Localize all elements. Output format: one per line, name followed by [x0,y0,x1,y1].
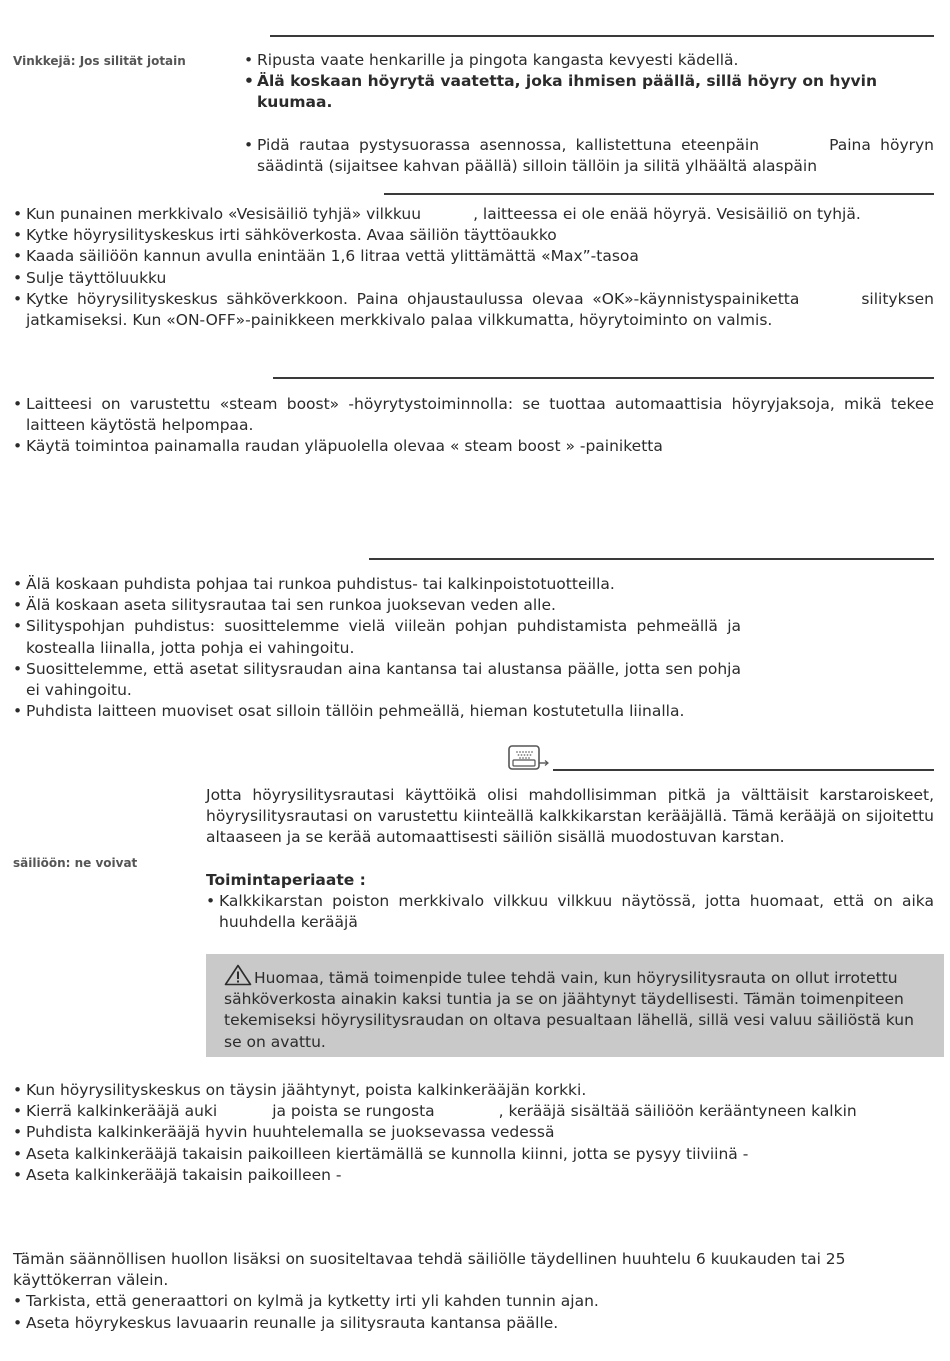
section-rule-refill [384,193,934,195]
cleaning-item-plastic: • Puhdista laitteen muoviset osat silloin tällöin pehmeällä, hieman kostutetulla liinalla. [13,701,934,722]
tips-side-label: Vinkkejä: Jos silität jotain [13,54,186,68]
collector-intro: Jotta höyrysilitysrautasi käyttöikä olisi mahdollisimman pitkä ja välttäisit karstaroiskeet, höyrysilitysrautasi on varustettu kiinteällä kalkkikarstan kerääjällä. Tämä kerääjä on sijoitettu altaaseen ja se kerää automaattisesti säiliön sisällä muodostuvan karstan. [206,786,934,847]
refill-item-close: • Sulje täyttöluukku [13,268,934,289]
warning-note-box [206,954,944,1057]
tips-item-hanger: • Ripusta vaate henkarille ja pingota kangasta kevyesti kädellä. [244,50,934,71]
refill-item-plug-in: • Kytke höyrysilityskeskus sähköverkkoon. Paina ohjaustaulussa olevaa «OK»-käynnistyspainiketta silityksen jatkamiseksi. Kun «ON-OFF»-painikkeen merkkivalo palaa vilkkumatta, höyrytoiminto on valmis. [13,289,934,331]
boost-item-usage: • Käytä toimintoa painamalla raudan yläpuolella olevaa « steam boost » -painiketta [13,436,934,457]
collector-principle-item: • Kalkkikarstan poiston merkkivalo vilkkuu vilkkuu näytössä, jotta huomaat, että on aika huuhdella kerääjä [206,891,934,933]
collector-side-label: säiliöön: ne voivat [13,856,138,870]
boost-item-description: • Laitteesi on varustettu «steam boost» -höyrytystoiminnolla: se tuottaa automaattisia höyryjaksoja, mikä tekee laitteen käytöstä helpompaa. [13,394,934,436]
refill-item-pour: • Kaada säiliöön kannun avulla enintään 1,6 litraa vettä ylittämättä «Max”-tasoa [13,246,934,267]
tips-item-warning: • Älä koskaan höyrytä vaatetta, joka ihmisen päällä, sillä höyry on hyvin kuumaa. [244,71,934,113]
section-rule-collector [553,769,934,771]
refill-list [13,204,934,331]
collector-step-unscrew: • Kierrä kalkinkerääjä auki ja poista se rungosta , kerääjä sisältää säiliöön kerääntyneen kalkin [13,1101,934,1122]
boost-list [13,394,934,458]
cleaning-item-rest: • Suosittelemme, että asetat silitysraudan aina kantansa tai alustansa päälle, jotta sen pohja ei vahingoitu. [13,659,741,701]
warning-triangle-icon [224,964,252,986]
section-rule-boost [273,377,934,379]
rinse-item-check: • Tarkista, että generaattori on kylmä ja kytketty irti yli kahden tunnin ajan. [13,1291,934,1312]
cleaning-item-no-water: • Älä koskaan aseta silitysrautaa tai sen runkoa juoksevan veden alle. [13,595,934,616]
collector-principle-title: Toimintaperiaate : [206,870,366,889]
collector-step-cap: • Kun höyrysilityskeskus on täysin jäähtynyt, poista kalkinkerääjän korkki. [13,1080,934,1101]
collector-step-refit: • Aseta kalkinkerääjä takaisin paikoilleen - [13,1165,934,1186]
collector-step-refit-tight: • Aseta kalkinkerääjä takaisin paikoilleen kiertämällä se kunnolla kiinni, jotta se pysyy tiiviinä - [13,1144,934,1165]
cleaning-item-no-products: • Älä koskaan puhdista pohjaa tai runkoa puhdistus- tai kalkinpoistotuotteilla. [13,574,934,595]
tips-list [244,50,934,177]
tips-item-upright: • Pidä rautaa pystysuorassa asennossa, kallistettuna eteenpäin Paina höyryn säädintä (sijaitsee kahvan päällä) silloin tällöin ja silitä ylhäältä alaspäin [244,135,934,177]
cleaning-list [13,574,934,722]
section-rule-cleaning [369,558,934,560]
collector-steps-list [13,1080,934,1186]
refill-item-empty-light: • Kun punainen merkkivalo «Vesisäiliö tyhjä» vilkkuu , laitteessa ei ole enää höyryä. Vesisäiliö on tyhjä. [13,204,934,225]
refill-item-unplug: • Kytke höyrysilityskeskus irti sähköverkosta. Avaa säiliön täyttöaukko [13,225,934,246]
cleaning-item-soleplate: • Silityspohjan puhdistus: suosittelemme vielä viileän pohjan puhdistamista pehmeällä ja kostealla liinalla, jotta pohja ei vahingoitu. [13,616,741,658]
section-rule-tips [270,35,934,37]
collector-step-rinse: • Puhdista kalkinkerääjä hyvin huuhtelemalla se juoksevassa vedessä [13,1122,934,1143]
warning-note-text: Huomaa, tämä toimenpide tulee tehdä vain, kun höyrysilitysrauta on ollut irrotettu sähköverkosta ainakin kaksi tuntia ja se on jäähtynyt täydellisesti. Tämän toimenpiteen tekemiseksi höyrysilitysraudan on oltava pesualtaan lähellä, sillä vesi valuu säiliöstä kun se on avattu. [224,969,914,1051]
rinse-item-place: • Aseta höyrykeskus lavuaarin reunalle ja silitysrauta kantansa päälle. [13,1313,934,1334]
scale-collector-icon [505,743,551,773]
rinse-block [13,1249,934,1334]
collector-intro-block [206,785,934,933]
rinse-intro: Tämän säännöllisen huollon lisäksi on suositeltavaa tehdä säiliölle täydellinen huuhtelu 6 kuukauden tai 25 käyttökerran välein. [13,1250,846,1290]
